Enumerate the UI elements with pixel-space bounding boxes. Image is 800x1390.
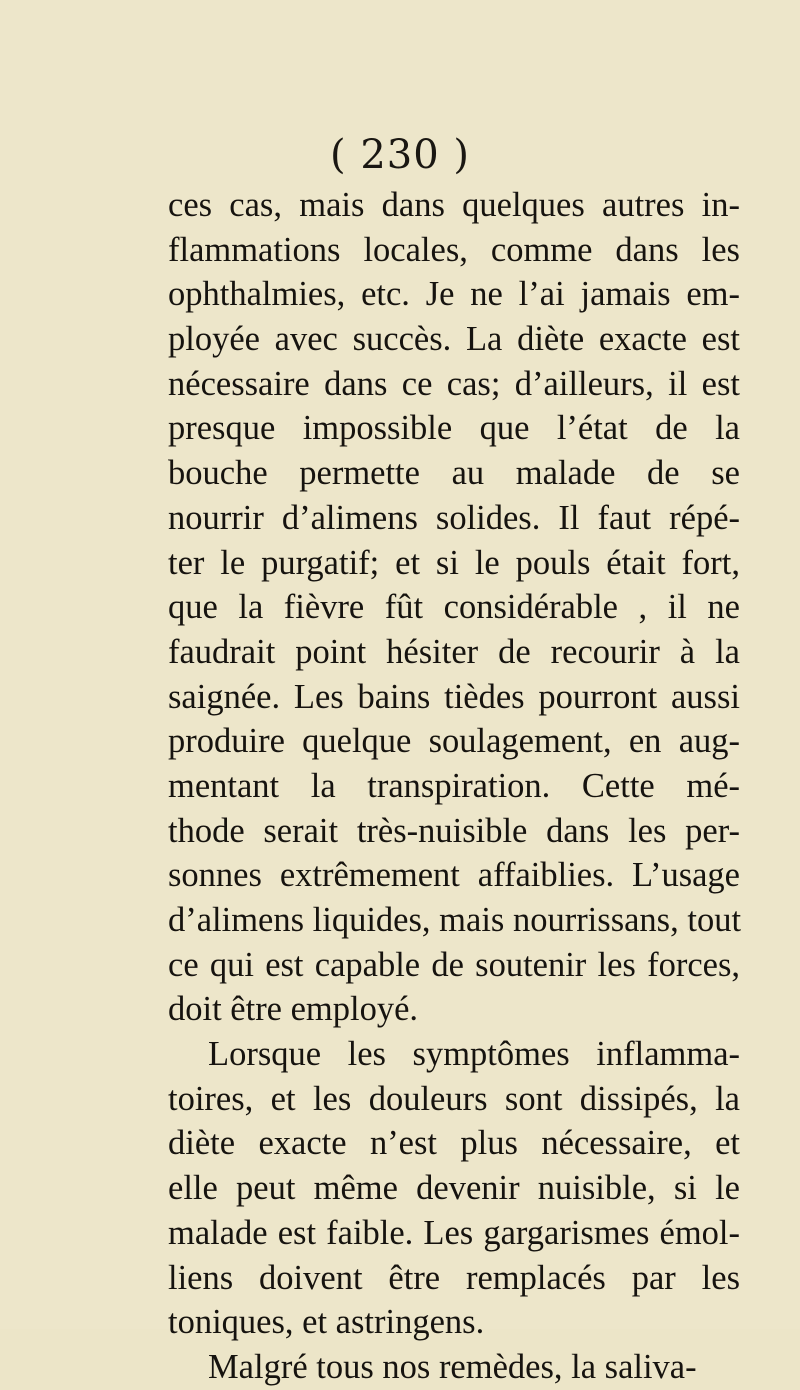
text-line: toires, et les douleurs sont dissipés, la xyxy=(168,1079,740,1118)
text-line: mentant la transpiration. Cette mé- xyxy=(168,766,740,805)
text-line: que la fièvre fût considérable , il ne xyxy=(168,588,740,627)
text-line: d’alimens liquides, mais nourrissans, tout xyxy=(168,901,742,939)
text-line: ter le purgatif; et si le pouls était fort, xyxy=(168,543,740,582)
text-line: ophthalmies, etc. Je ne l’ai jamais em- xyxy=(168,275,740,314)
text-line: bouche permette au malade de se xyxy=(168,454,740,493)
text-line: nécessaire dans ce cas; d’ailleurs, il est xyxy=(168,364,740,403)
text-line: nourrir d’alimens solides. Il faut répé- xyxy=(168,498,740,537)
text-line: ce qui est capable de soutenir les forces, xyxy=(168,945,740,984)
text-line-paragraph-start: Lorsque les symptômes inflamma- xyxy=(208,1035,740,1074)
text-line: faudrait point hésiter de recourir à la xyxy=(168,632,740,671)
body-text xyxy=(168,183,740,1390)
text-line: sonnes extrêmement affaiblies. L’usage xyxy=(168,856,740,895)
text-line: toniques, et astringens. xyxy=(168,1303,485,1342)
text-line: flammations locales, comme dans les xyxy=(168,230,740,269)
text-line-paragraph-start: Malgré tous nos remèdes, la saliva- xyxy=(208,1347,697,1386)
text-line: liens doivent être remplacés par les xyxy=(168,1258,740,1297)
text-line: produire quelque soulagement, en aug- xyxy=(168,722,740,761)
text-line: malade est faible. Les gargarismes émol- xyxy=(168,1213,740,1252)
text-line: doit être employé. xyxy=(168,990,419,1029)
text-line: elle peut même devenir nuisible, si le xyxy=(168,1169,740,1208)
page-number: ( 230 ) xyxy=(330,132,470,178)
text-line: ployée avec succès. La diète exacte est xyxy=(168,320,740,359)
text-line: presque impossible que l’état de la xyxy=(168,409,740,448)
text-line: diète exacte n’est plus nécessaire, et xyxy=(168,1124,740,1163)
text-line: thode serait très-nuisible dans les per- xyxy=(168,811,740,850)
text-line: saignée. Les bains tièdes pourront aussi xyxy=(168,677,740,716)
text-line: ces cas, mais dans quelques autres in- xyxy=(168,186,740,224)
